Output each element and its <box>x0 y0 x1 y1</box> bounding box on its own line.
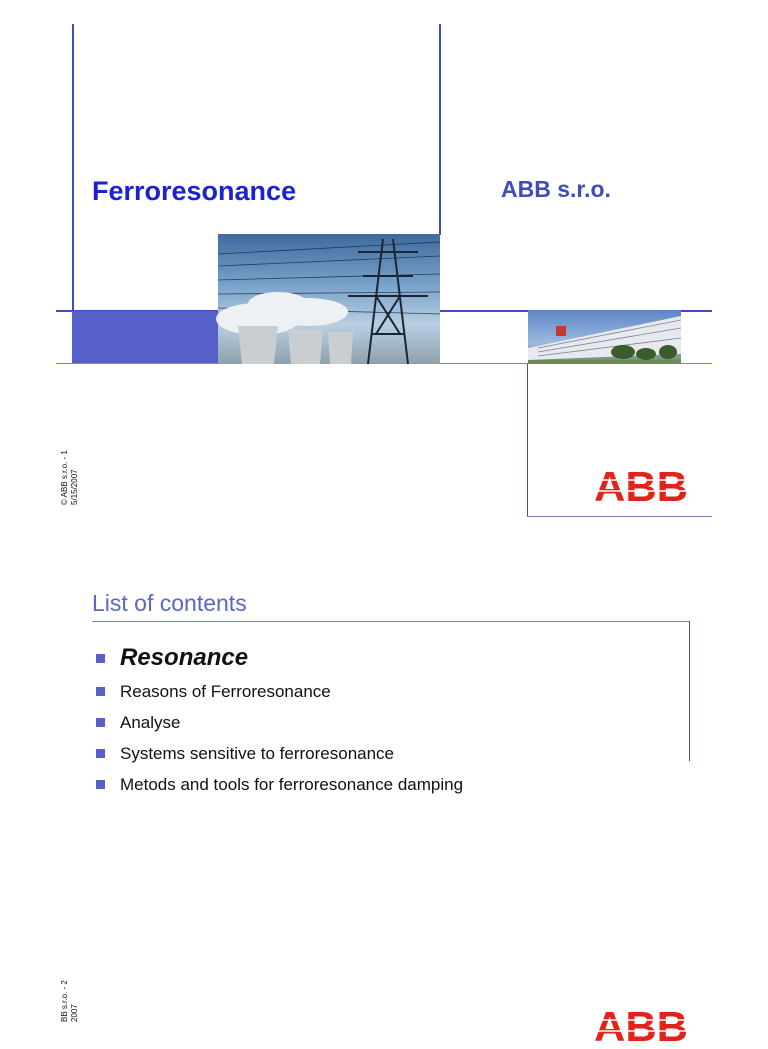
list-item <box>96 676 463 707</box>
slide-footer-date: 2007 <box>70 1004 79 1022</box>
bullet-square-icon <box>96 749 105 758</box>
svg-text:ABB: ABB <box>594 1003 688 1049</box>
company-name: ABB s.r.o. <box>501 176 611 202</box>
svg-text:ABB: ABB <box>594 463 688 510</box>
list-item-label: Analyse <box>120 712 181 732</box>
divider-line <box>439 24 441 235</box>
building-photo <box>528 310 681 364</box>
divider-line <box>527 516 712 517</box>
power-pylon-icon <box>218 234 440 364</box>
bullet-square-icon <box>96 718 105 727</box>
list-item <box>96 769 463 800</box>
list-item <box>96 738 463 769</box>
slide-footer-date: 5/15/2007 <box>70 469 79 505</box>
list-item-label: Resonance <box>120 644 249 671</box>
bullet-square-icon <box>96 780 105 789</box>
abb-logo-icon <box>594 1003 688 1049</box>
pylon-photo <box>218 234 440 364</box>
divider-line <box>92 621 690 622</box>
divider-line <box>527 364 528 516</box>
contents-heading: List of contents <box>92 590 247 616</box>
divider-line <box>689 621 690 761</box>
abb-logo <box>594 463 688 510</box>
presentation-title: Ferroresonance <box>92 176 297 206</box>
bullet-square-icon <box>96 654 105 663</box>
abb-logo-icon <box>594 463 688 510</box>
slide-footer-copyright: BB s.r.o. - 2 <box>60 980 69 1022</box>
list-item-label: Reasons of Ferroresonance <box>120 681 331 701</box>
list-item-label: Systems sensitive to ferroresonance <box>120 743 395 763</box>
contents-list <box>96 640 463 800</box>
accent-block <box>72 311 218 363</box>
building-icon <box>528 310 681 364</box>
bullet-square-icon <box>96 687 105 696</box>
list-item <box>96 707 463 738</box>
list-item-label: Metods and tools for ferroresonance damping <box>120 774 464 794</box>
abb-logo <box>594 1003 688 1049</box>
slide-footer-copyright: © ABB s.r.o. - 1 <box>60 450 69 505</box>
list-item <box>96 640 463 676</box>
